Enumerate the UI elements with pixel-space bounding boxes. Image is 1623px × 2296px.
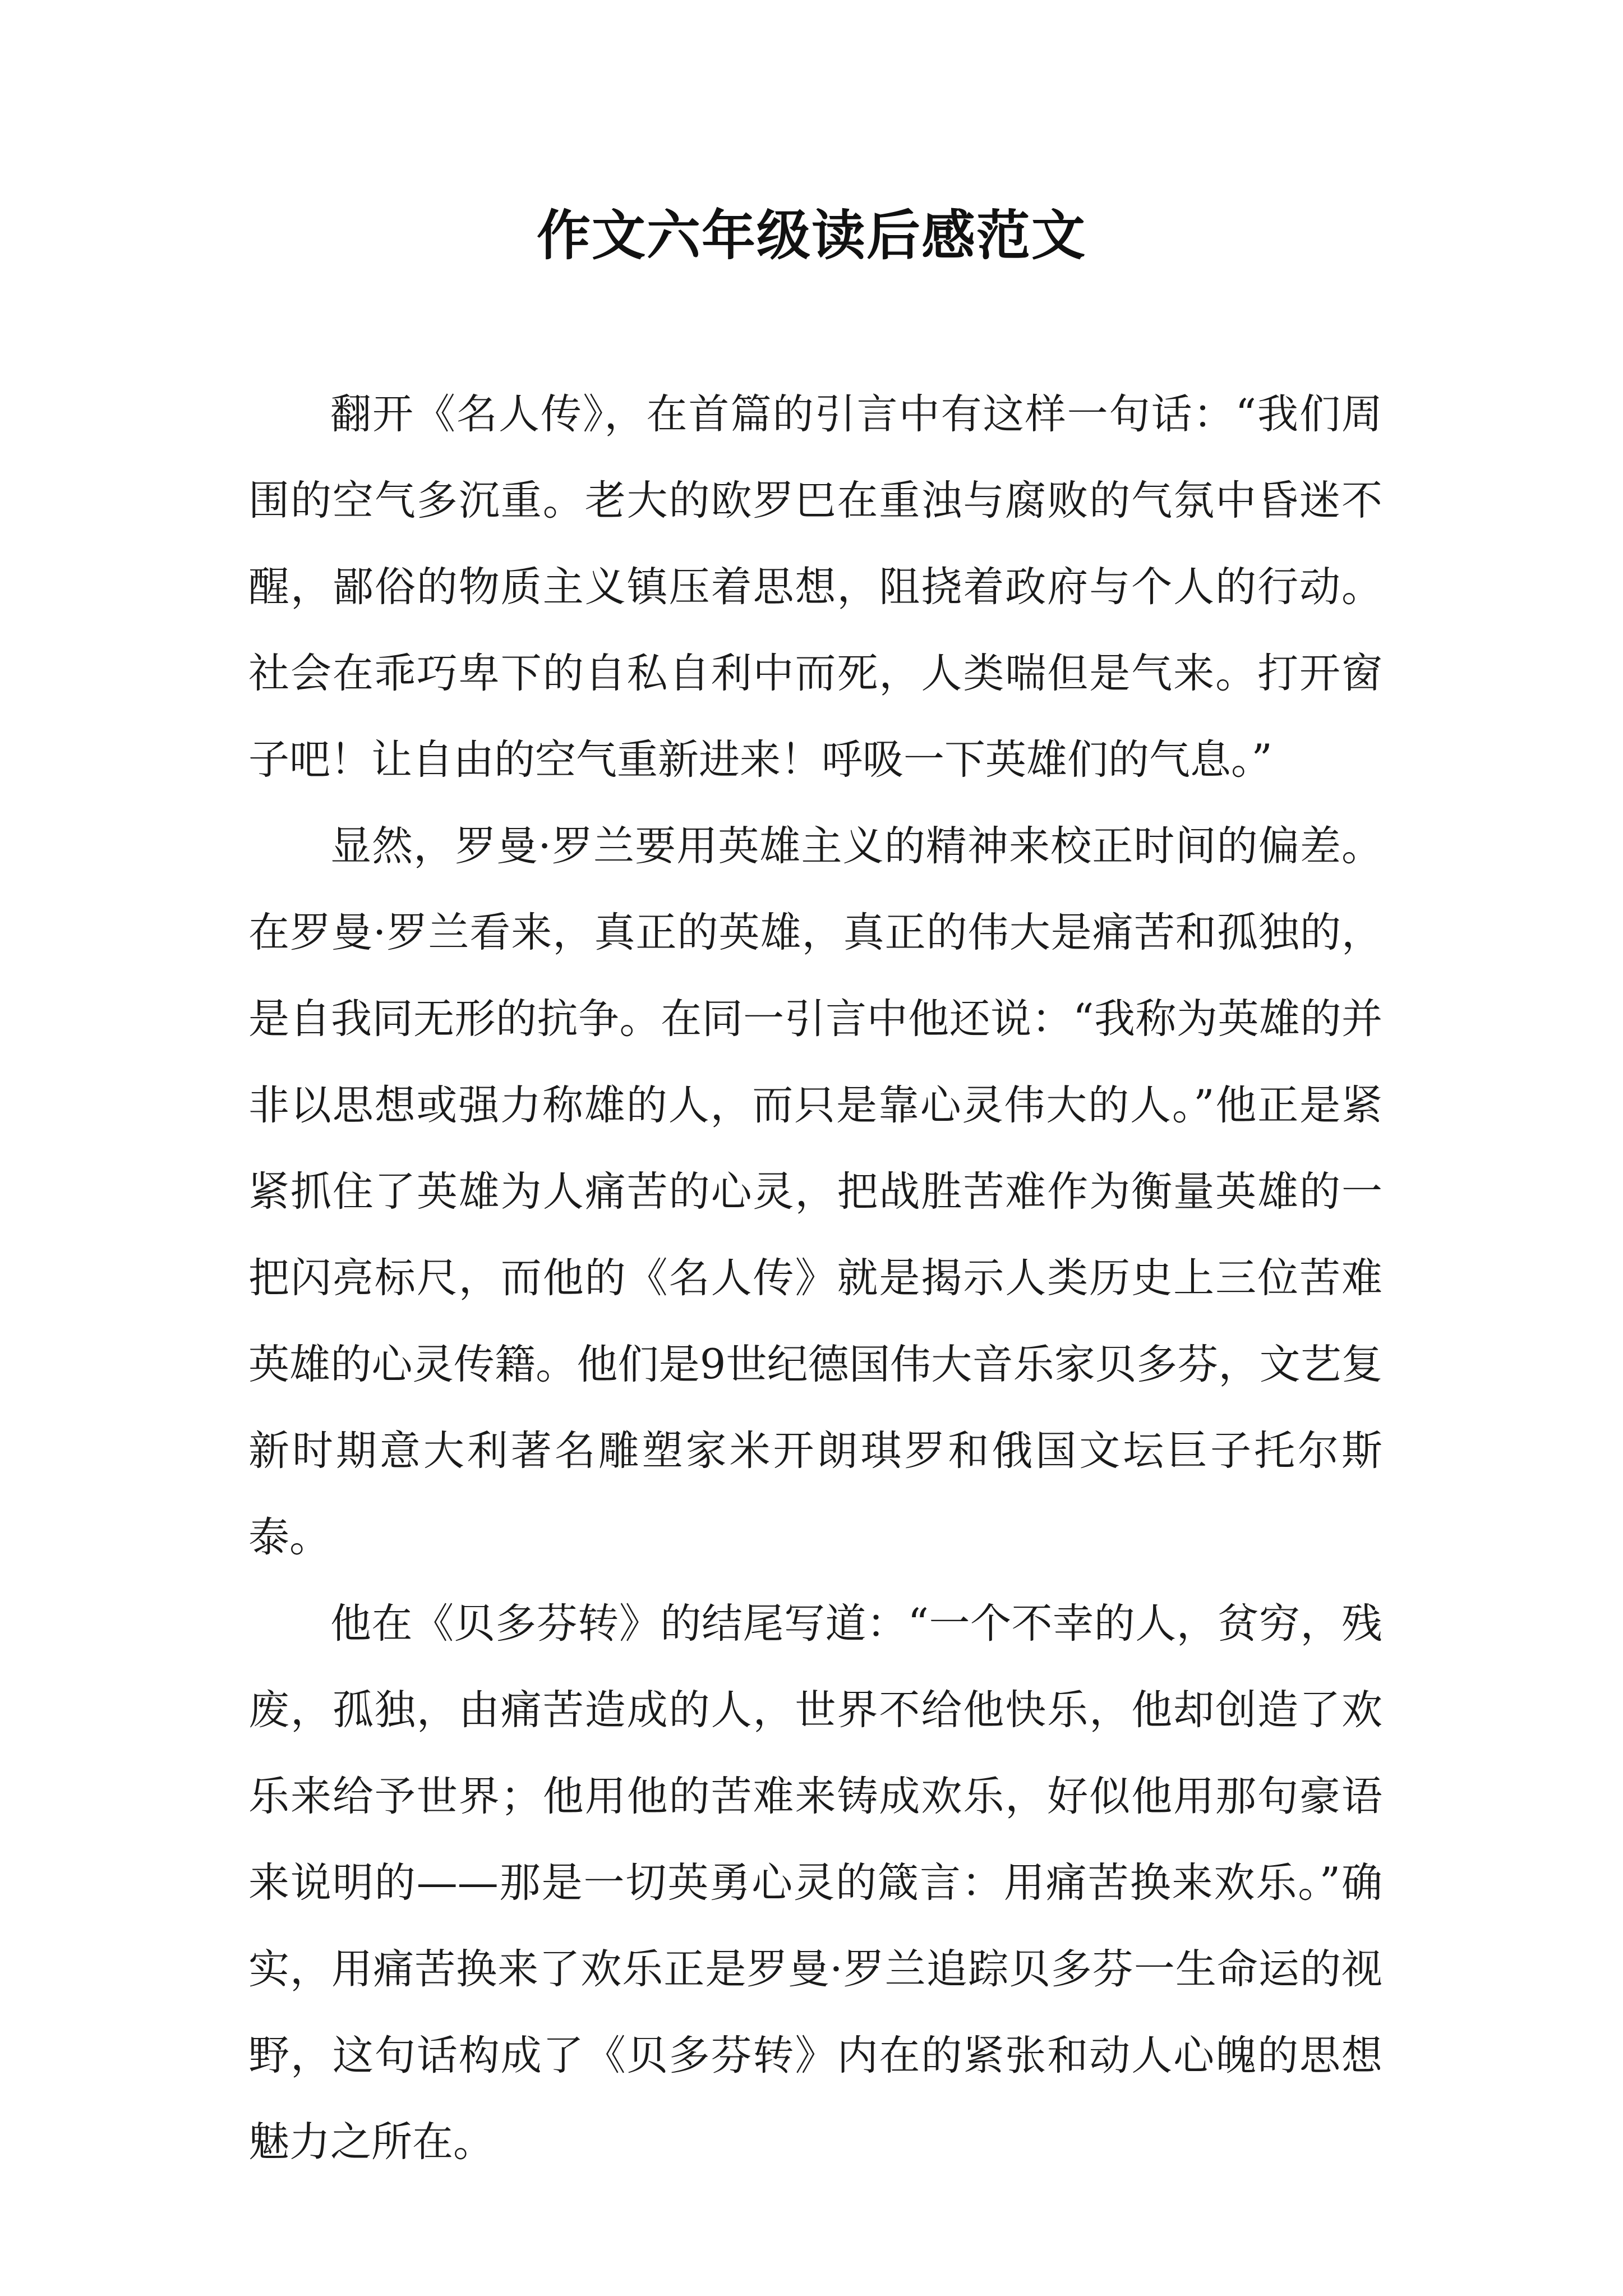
paragraph: 翻开《名人传》，在首篇的引言中有这样一句话：“我们周围的空气多沉重。老大的欧罗巴在重浊与腐败的气氛中昏迷不醒，鄙俗的物质主义镇压着思想，阻挠着政府与个人的行动。社会在乖巧卑下的自私自利中而死，人类喘但是气来。打开窗子吧！让自由的空气重新进来！呼吸一下英雄们的气息。” [248, 390, 1382, 784]
document-title: 作文六年级读后感范文 [537, 204, 1086, 267]
paragraph: 他在《贝多芬转》的结尾写道：“一个不幸的人，贫穷，残废，孤独，由痛苦造成的人，世界不给他快乐，他却创造了欢乐来给予世界；他用他的苦难来铸成欢乐，好似他用那句豪语来说明的——那是一切英勇心灵的箴言：用痛苦换来欢乐。”确实，用痛苦换来了欢乐正是罗曼·罗兰追踪贝多芬一生命运的视野，这句话构成了《贝多芬转》内在的紧张和动人心魄的思想魅力之所在。 [248, 1600, 1382, 2166]
document-body [248, 371, 1382, 2185]
paragraph: 显然，罗曼·罗兰要用英雄主义的精神来校正时间的偏差。在罗曼·罗兰看来，真正的英雄，真正的伟大是痛苦和孤独的，是自我同无形的抗争。在同一引言中他还说：“我称为英雄的并非以思想或强力称雄的人，而只是靠心灵伟大的人。”他正是紧紧抓住了英雄为人痛苦的心灵，把战胜苦难作为衡量英雄的一把闪亮标尺，而他的《名人传》就是揭示人类历史上三位苦难英雄的心灵传籍。他们是9世纪德国伟大音乐家贝多芬，文艺复新时期意大利著名雕塑家米开朗琪罗和俄国文坛巨子托尔斯泰。 [248, 822, 1382, 1561]
